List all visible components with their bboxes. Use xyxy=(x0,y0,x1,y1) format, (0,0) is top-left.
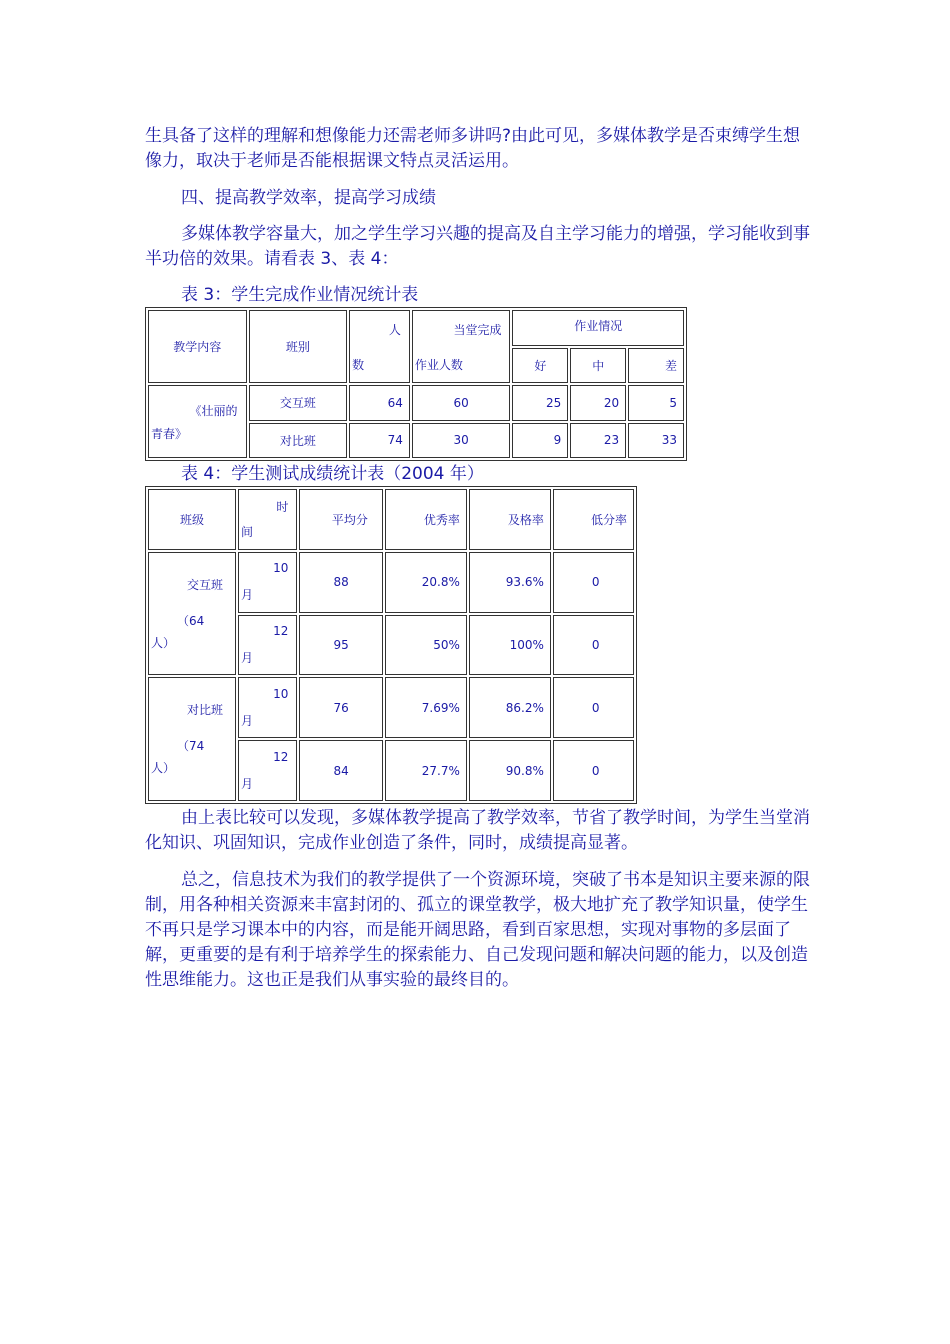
t3-row2-class: 对比班 xyxy=(249,423,348,459)
t3-header-done: 当堂完成 作业人数 xyxy=(412,310,511,383)
table3-caption: 表 3：学生完成作业情况统计表 xyxy=(181,285,419,305)
t4-g1-r1-low: 0 xyxy=(553,552,634,613)
t3-row1-class: 交互班 xyxy=(249,385,348,421)
t3-row2-count: 74 xyxy=(349,423,410,459)
t4-g2-r1-month: 10 月 xyxy=(238,677,297,738)
t3-header-mid: 中 xyxy=(570,348,626,384)
t4-g1-r1-month: 10 月 xyxy=(238,552,297,613)
t4-g1-r1-avg: 88 xyxy=(299,552,382,613)
t3-header-good: 好 xyxy=(512,348,568,384)
t3-header-poor: 差 xyxy=(628,348,684,384)
paragraph-intro-tables: 多媒体教学容量大，加之学生学习兴趣的提高及自主学习能力的增强，学习能收到事半功倍的效果。请看表 3、表 4： xyxy=(145,224,810,269)
t4-g1-r2-excellent: 50% xyxy=(385,615,467,676)
t4-header-time: 时 间 xyxy=(238,489,297,550)
t4-g2-r2-avg: 84 xyxy=(299,740,382,801)
table3 xyxy=(145,307,687,461)
t3-row2-mid: 23 xyxy=(570,423,626,459)
t3-row2-poor: 33 xyxy=(628,423,684,459)
t4-g1-r1-pass: 93.6% xyxy=(469,552,551,613)
t4-header-pass: 及格率 xyxy=(469,489,551,550)
t3-row1-mid: 20 xyxy=(570,385,626,421)
t4-g1-r2-avg: 95 xyxy=(299,615,382,676)
t4-group-control: 对比班 （74 人） xyxy=(148,677,236,801)
t3-header-count: 人 数 xyxy=(349,310,410,383)
paragraph-comparison: 由上表比较可以发现，多媒体教学提高了教学效率，节省了教学时间，为学生当堂消化知识、巩固知识，完成作业创造了条件，同时，成绩提高显著。 xyxy=(145,808,810,853)
section-heading: 四、提高教学效率，提高学习成绩 xyxy=(181,188,436,208)
t4-g2-r2-pass: 90.8% xyxy=(469,740,551,801)
t3-row1-good: 25 xyxy=(512,385,568,421)
table4 xyxy=(145,486,637,804)
t3-row2-good: 9 xyxy=(512,423,568,459)
t4-header-excellent: 优秀率 xyxy=(385,489,467,550)
t4-g2-r2-month: 12 月 xyxy=(238,740,297,801)
t3-header-class: 班别 xyxy=(249,310,348,383)
t4-g2-r1-excellent: 7.69% xyxy=(385,677,467,738)
t4-header-class: 班级 xyxy=(148,489,236,550)
table4-caption: 表 4：学生测试成绩统计表（2004 年） xyxy=(181,464,484,484)
t4-g1-r2-pass: 100% xyxy=(469,615,551,676)
t4-g1-r1-excellent: 20.8% xyxy=(385,552,467,613)
t4-g2-r2-low: 0 xyxy=(553,740,634,801)
t4-g2-r1-pass: 86.2% xyxy=(469,677,551,738)
t3-header-content: 教学内容 xyxy=(148,310,247,383)
paragraph-conclusion: 总之，信息技术为我们的教学提供了一个资源环境，突破了书本是知识主要来源的限制，用各种相关资源来丰富封闭的、孤立的课堂教学，极大地扩充了教学知识量，使学生不再只是学习课本中的内容，而是能开阔思路，看到百家思想，实现对事物的多层面了解，更重要的是有利于培养学生的探索能力、自己发现问题和解决问题的能力，以及创造性思维能力。这也正是我们从事实验的最终目的。 xyxy=(145,870,810,990)
t4-g2-r1-low: 0 xyxy=(553,677,634,738)
t3-row1-poor: 5 xyxy=(628,385,684,421)
t3-row2-done: 30 xyxy=(412,423,511,459)
t3-header-status: 作业情况 xyxy=(512,310,684,346)
t4-header-avg: 平均分 xyxy=(299,489,382,550)
t4-group-interactive: 交互班 （64 人） xyxy=(148,552,236,676)
t3-row1-count: 64 xyxy=(349,385,410,421)
t3-lesson: 《壮丽的 青春》 xyxy=(148,385,247,458)
t3-row1-done: 60 xyxy=(412,385,511,421)
t4-g2-r1-avg: 76 xyxy=(299,677,382,738)
t4-g1-r2-month: 12 月 xyxy=(238,615,297,676)
t4-g2-r2-excellent: 27.7% xyxy=(385,740,467,801)
paragraph-continuation: 生具备了这样的理解和想像能力还需老师多讲吗?由此可见，多媒体教学是否束缚学生想像力，取决于老师是否能根据课文特点灵活运用。 xyxy=(145,126,801,171)
t4-header-low: 低分率 xyxy=(553,489,634,550)
t4-g1-r2-low: 0 xyxy=(553,615,634,676)
